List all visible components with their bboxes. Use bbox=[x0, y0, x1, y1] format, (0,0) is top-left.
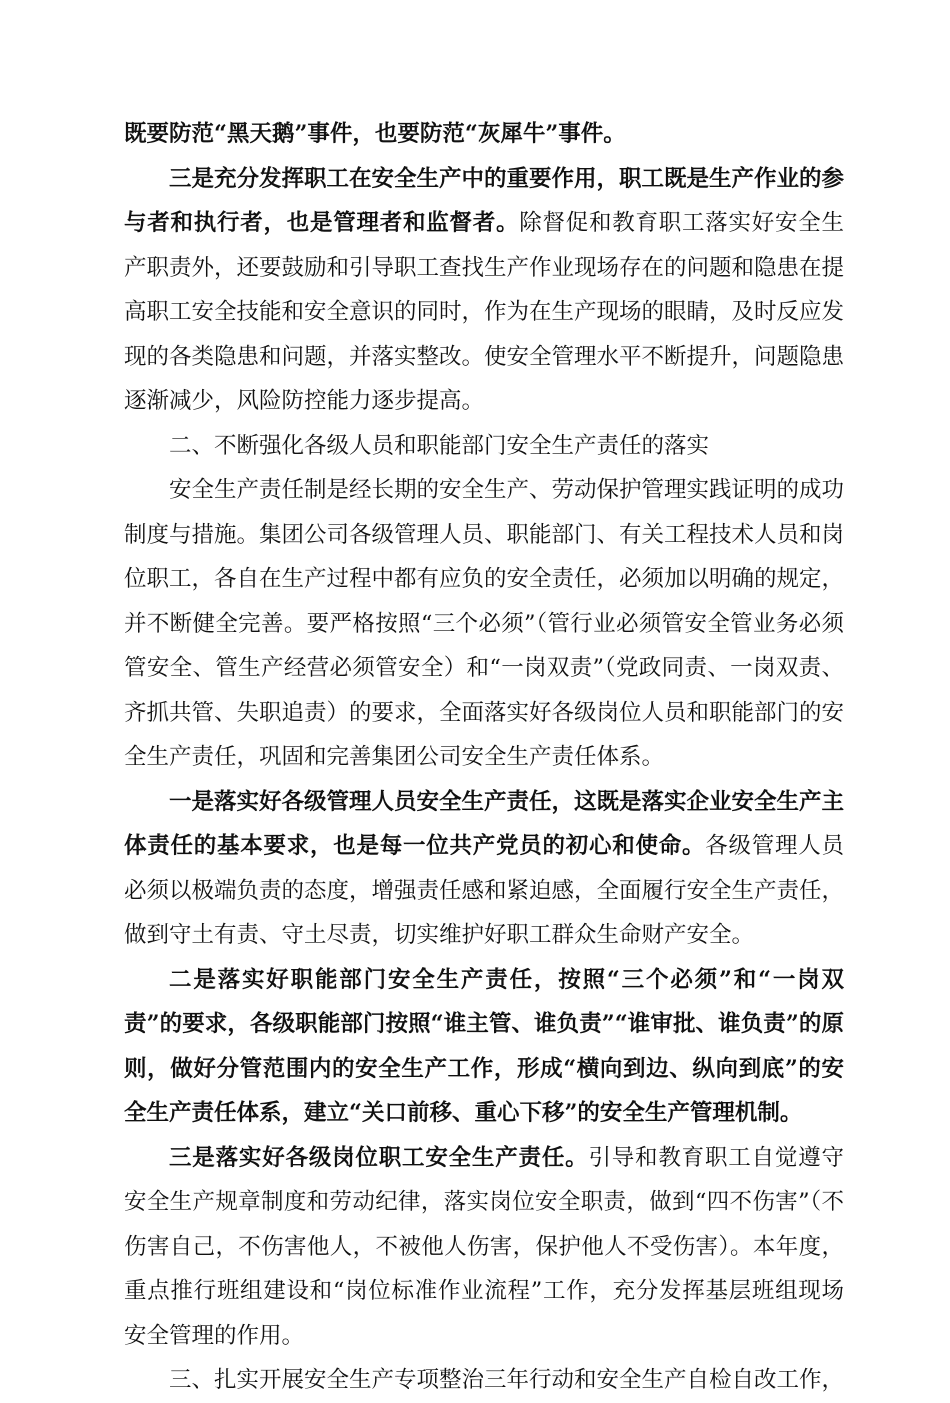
text-segment: 安全生产责任制是经长期的安全生产、劳动保护管理实践证明的成功制度与措施。集团公司各级管理人员、职能部门、有关工程技术人员和岗位职工，各自在生产过程中都有应负的安全责任，必须加以明确的规定，并不断健全完善。要严格按照“三个必须”（管行业必须管安全管业务必须管安全、管生产经营必须管安全）和“一岗双责”（党政同责、一岗双责、齐抓共管、失职追责）的要求，全面落实好各级岗位人员和职能部门的安全生产责任，巩固和完善集团公司安全生产责任体系。 bbox=[124, 477, 845, 770]
paragraph-responsibility-system bbox=[124, 468, 844, 780]
text-segment: 除督促和教育职工落实好安全生产职责外，还要鼓励和引导职工查找生产作业现场存在的问题和隐患在提高职工安全技能和安全意识的同时，作为在生产现场的眼睛，及时反应发现的各类隐患和问题，并落实整改。使安全管理水平不断提升，问题隐患逐渐减少，风险防控能力逐步提高。 bbox=[124, 210, 845, 414]
section-heading-2 bbox=[124, 424, 844, 469]
paragraph-black-swan bbox=[124, 112, 844, 157]
text-segment-bold: 二是落实好职能部门安全生产责任，按照“三个必须”和“一岗双责”的要求，各级职能部门按照“谁主管、谁负责”“谁审批、谁负责”的原则，做好分管范围内的安全生产工作，形成“横向到边、纵向到底”的安全生产责任体系，建立“关口前移、重心下移”的安全生产管理机制。 bbox=[124, 966, 844, 1126]
paragraph-managers bbox=[124, 780, 844, 958]
paragraph-post-workers bbox=[124, 1136, 844, 1359]
text-segment-bold: 三是落实好各级岗位职工安全生产责任。 bbox=[169, 1144, 589, 1171]
document-body bbox=[124, 112, 844, 1403]
paragraph-departments bbox=[124, 958, 844, 1136]
text-segment: 引导和教育职工自觉遵守安全生产规章制度和劳动纪律，落实岗位安全职责，做到“四不伤害”（不伤害自己，不伤害他人，不被他人伤害，保护他人不受伤害）。本年度，重点推行班组建设和“岗位标准作业流程”工作，充分发挥基层班组现场安全管理的作用。 bbox=[124, 1144, 844, 1349]
section-heading-3 bbox=[124, 1358, 844, 1403]
text-segment-bold: 三是充分发挥职工在安全生产中的重要作用，职工既是生产作业的参与者和执行者，也是管理者和监督者。 bbox=[124, 165, 845, 236]
text-segment: 各级管理人员必须以极端负责的态度，增强责任感和紧迫感，全面履行安全生产责任，做到守土有责、守土尽责，切实维护好职工群众生命财产安全。 bbox=[124, 833, 845, 948]
text-segment: 二、不断强化各级人员和职能部门安全生产责任的落实 bbox=[169, 432, 710, 459]
text-segment-bold: 既要防范“黑天鹅”事件，也要防范“灰犀牛”事件。 bbox=[124, 121, 626, 147]
text-segment: 三、扎实开展安全生产专项整治三年行动和安全生产自检自改工作， bbox=[169, 1367, 845, 1393]
text-segment-bold: 一是落实好各级管理人员安全生产责任，这既是落实企业安全生产主体责任的基本要求，也是每一位共产党员的初心和使命。 bbox=[124, 788, 845, 859]
paragraph-worker-role bbox=[124, 157, 844, 424]
